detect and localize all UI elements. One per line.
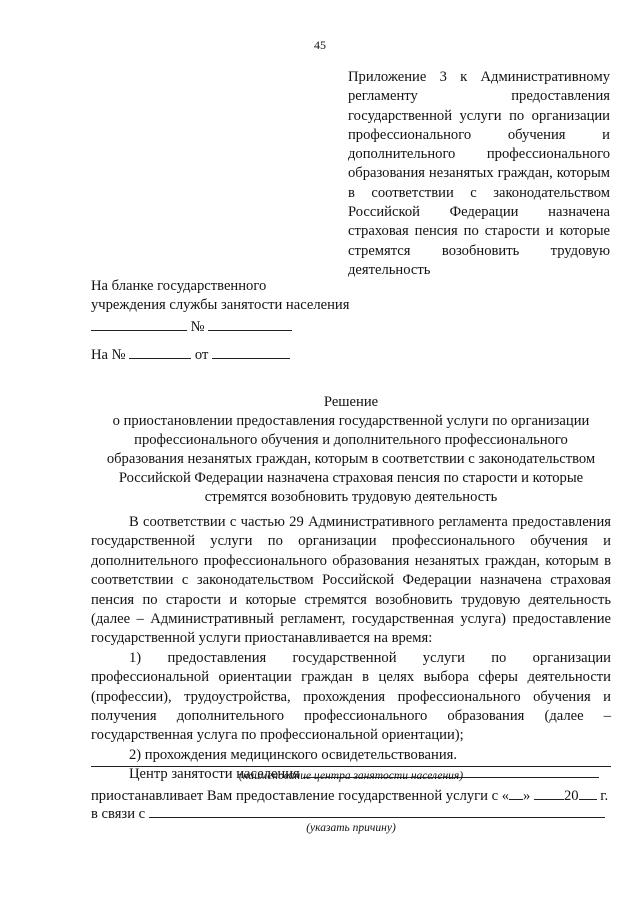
year-prefix: 20 — [563, 788, 579, 804]
number-sign: № — [190, 319, 205, 335]
decision-title — [91, 393, 611, 507]
year-blank — [579, 787, 597, 800]
reason-label: в связи с — [91, 806, 146, 822]
body-item-1: 1) предоставления государственной услуги по организации профессиональной ориентации граждан в целях выбора сферы деятельности (профессии), трудоустройства, прохождения профессионального обучения и получения дополнительного профессионального образования (далее – государственная услуга по профессиональной ориентации); — [91, 649, 611, 744]
quote-close: » — [523, 788, 531, 804]
month-blank — [534, 787, 564, 800]
reference-number-blank — [129, 346, 191, 359]
date-blank — [91, 318, 187, 331]
decision-subtitle-line-2: профессионального обучения и дополнительного профессионального — [134, 432, 568, 448]
day-blank — [509, 787, 523, 800]
reference-date-blank — [212, 346, 290, 359]
suspend-text: приостанавливает Вам предоставление государственной услуги с « — [91, 788, 510, 804]
letterhead-line-2: учреждения службы занятости населения — [91, 297, 350, 313]
decision-body — [91, 513, 611, 785]
decision-subtitle-line-3: образования незанятых граждан, которым в соответствии с законодательством — [106, 451, 596, 467]
suspend-row — [91, 787, 611, 805]
decision-subtitle-line-1: о приостановлении предоставления государственной услуги по организации — [112, 413, 590, 429]
center-name-line — [91, 766, 611, 767]
reference-number-row — [91, 346, 290, 364]
outgoing-number-row — [91, 318, 292, 336]
letterhead-note — [91, 277, 411, 315]
reason-row — [91, 805, 611, 823]
body-paragraph-1: В соответствии с частью 29 Административного регламента предоставления государственной услуги по организации профессионального обучения и дополнительного профессионального образования незанятых граждан, которым в соответствии с законодательством Российской Федерации назначена страховая пенсия по старости и которые стремятся возобновить трудовую деятельность (далее – Административный регламент, государственная услуга) предоставление государственной услуги приостанавливается на время: — [91, 514, 611, 647]
decision-subtitle-line-5: стремятся возобновить трудовую деятельность — [204, 489, 498, 505]
decision-heading: Решение — [323, 394, 379, 410]
letterhead-line-1: На бланке государственного — [91, 278, 267, 294]
center-label: Центр занятости населения — [129, 766, 300, 783]
from-label: от — [194, 347, 209, 363]
reference-label: На № — [91, 347, 126, 363]
year-suffix: г. — [600, 788, 609, 804]
page-number: 45 — [314, 38, 326, 52]
number-blank — [208, 318, 292, 331]
reason-blank — [149, 805, 605, 818]
center-name-caption: (наименование центра занятости населения) — [238, 770, 464, 782]
reason-caption: (указать причину) — [306, 822, 396, 834]
appendix-note: Приложение 3 к Административному регламенту предоставления государственной услуги по организации профессионального обучения и дополнительного профессионального образования незанятых граждан, которым в соответствии с законодательством Российской Федерации назначена страховая пенсия по старости и которые стремятся возобновить трудовую деятельность — [348, 69, 610, 278]
body-item-2: 2) прохождения медицинского освидетельствования. — [129, 746, 457, 763]
decision-subtitle-line-4: Российской Федерации назначена страховая пенсия по старости и которые — [118, 470, 584, 486]
